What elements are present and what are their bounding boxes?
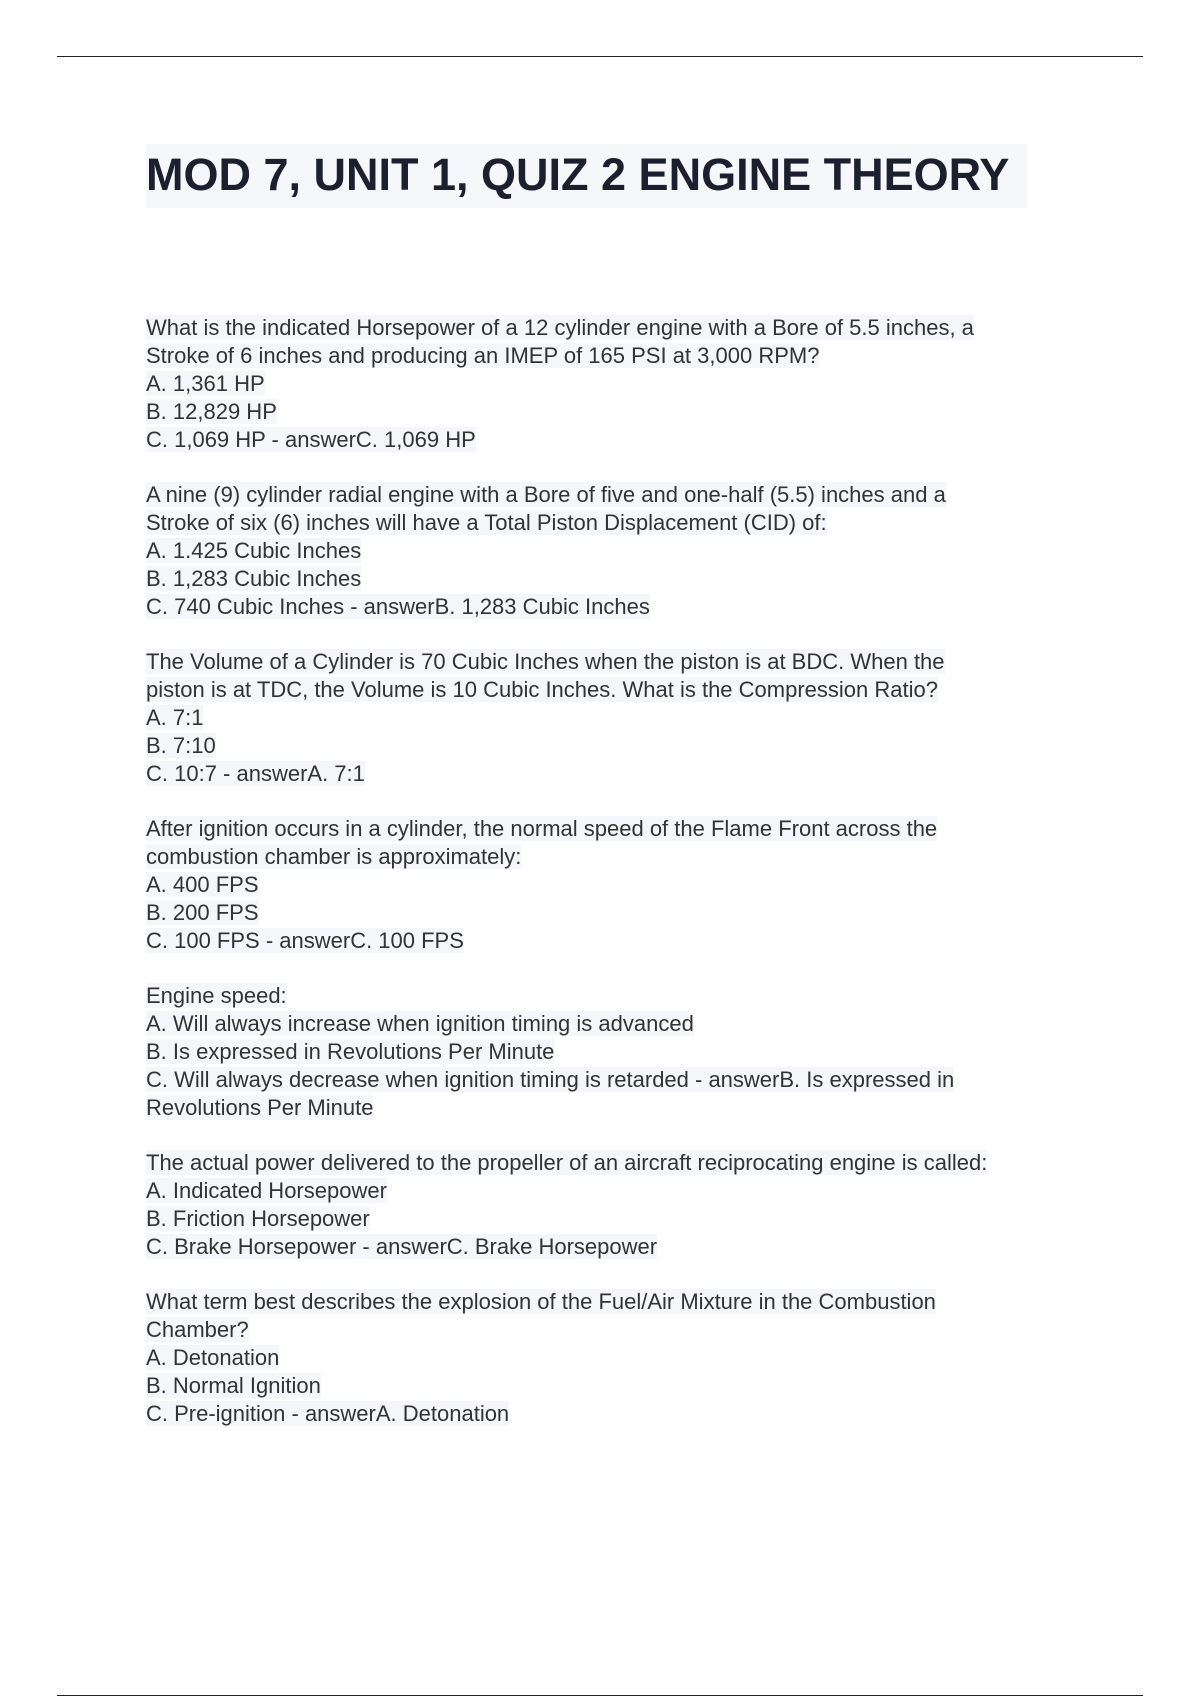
question-line <box>146 871 1086 899</box>
question-line-text: A. Detonation <box>146 1345 280 1370</box>
question-line-text: combustion chamber is approximately: <box>146 844 522 869</box>
question-line-text: B. 12,829 HP <box>146 399 277 424</box>
question-line-text: B. 200 FPS <box>146 900 259 925</box>
question-line-text: After ignition occurs in a cylinder, the normal speed of the Flame Front across the <box>146 816 938 841</box>
question-line <box>146 398 1086 426</box>
question-line-text: piston is at TDC, the Volume is 10 Cubic Inches. What is the Compression Ratio? <box>146 677 938 702</box>
question-line-text: Chamber? <box>146 1317 249 1342</box>
question-line-text: A. 7:1 <box>146 705 204 730</box>
question-line <box>146 704 1086 732</box>
question-line <box>146 1344 1086 1372</box>
question-line-text: A. Indicated Horsepower <box>146 1178 387 1203</box>
top-divider <box>57 56 1143 57</box>
question-block <box>146 1288 1086 1428</box>
question-line <box>146 815 1086 843</box>
question-line <box>146 342 1086 370</box>
question-line-text: B. Normal Ignition <box>146 1373 321 1398</box>
question-line-text: A nine (9) cylinder radial engine with a Bore of five and one-half (5.5) inches and a <box>146 482 946 507</box>
question-line <box>146 1400 1086 1428</box>
question-line-text: Stroke of 6 inches and producing an IMEP of 165 PSI at 3,000 RPM? <box>146 343 820 368</box>
question-line-text: A. 1.425 Cubic Inches <box>146 538 362 563</box>
question-line <box>146 760 1086 788</box>
question-line <box>146 593 1086 621</box>
question-line <box>146 1149 1086 1177</box>
question-line <box>146 426 1086 454</box>
question-block <box>146 1149 1086 1261</box>
question-line <box>146 676 1086 704</box>
question-line-text: The Volume of a Cylinder is 70 Cubic Inches when the piston is at BDC. When the <box>146 649 945 674</box>
question-line <box>146 648 1086 676</box>
question-line-text: C. 1,069 HP - answerC. 1,069 HP <box>146 427 476 452</box>
question-block <box>146 648 1086 788</box>
question-line <box>146 481 1086 509</box>
question-line <box>146 843 1086 871</box>
question-line <box>146 1233 1086 1261</box>
question-line-text: C. Pre-ignition - answerA. Detonation <box>146 1401 510 1426</box>
bottom-divider <box>57 1695 1143 1696</box>
question-line-text: B. Friction Horsepower <box>146 1206 370 1231</box>
question-line-text: What term best describes the explosion of the Fuel/Air Mixture in the Combustion <box>146 1289 936 1314</box>
question-line-text: C. 10:7 - answerA. 7:1 <box>146 761 365 786</box>
question-line <box>146 1316 1086 1344</box>
question-line-text: C. Brake Horsepower - answerC. Brake Horsepower <box>146 1234 658 1259</box>
question-line <box>146 1066 1086 1094</box>
question-line-text: A. 1,361 HP <box>146 371 265 396</box>
question-block <box>146 815 1086 955</box>
question-block <box>146 314 1086 454</box>
question-line <box>146 370 1086 398</box>
question-line-text: A. 400 FPS <box>146 872 259 897</box>
question-line-text: Engine speed: <box>146 983 287 1008</box>
question-line-text: B. 7:10 <box>146 733 216 758</box>
question-line-text: A. Will always increase when ignition timing is advanced <box>146 1011 694 1036</box>
question-line-text: What is the indicated Horsepower of a 12 cylinder engine with a Bore of 5.5 inches, a <box>146 315 974 340</box>
question-block <box>146 481 1086 621</box>
question-line <box>146 537 1086 565</box>
question-line-text: The actual power delivered to the propeller of an aircraft reciprocating engine is called: <box>146 1150 988 1175</box>
question-line <box>146 1010 1086 1038</box>
question-line <box>146 982 1086 1010</box>
question-line-text: C. Will always decrease when ignition timing is retarded - answerB. Is expressed in <box>146 1067 955 1092</box>
question-line-text: B. 1,283 Cubic Inches <box>146 566 362 591</box>
question-line <box>146 1205 1086 1233</box>
question-line-text: Revolutions Per Minute <box>146 1095 374 1120</box>
question-line <box>146 314 1086 342</box>
question-list <box>146 314 1086 1455</box>
question-line <box>146 899 1086 927</box>
question-line-text: C. 100 FPS - answerC. 100 FPS <box>146 928 464 953</box>
question-line <box>146 1094 1086 1122</box>
question-line <box>146 927 1086 955</box>
question-line-text: C. 740 Cubic Inches - answerB. 1,283 Cubic Inches <box>146 594 650 619</box>
question-block <box>146 982 1086 1122</box>
question-line <box>146 1288 1086 1316</box>
question-line <box>146 565 1086 593</box>
question-line <box>146 732 1086 760</box>
question-line-text: B. Is expressed in Revolutions Per Minute <box>146 1039 555 1064</box>
question-line <box>146 509 1086 537</box>
question-line <box>146 1038 1086 1066</box>
document-title: MOD 7, UNIT 1, QUIZ 2 ENGINE THEORY <box>146 144 1027 208</box>
question-line <box>146 1372 1086 1400</box>
question-line-text: Stroke of six (6) inches will have a Total Piston Displacement (CID) of: <box>146 510 827 535</box>
question-line <box>146 1177 1086 1205</box>
